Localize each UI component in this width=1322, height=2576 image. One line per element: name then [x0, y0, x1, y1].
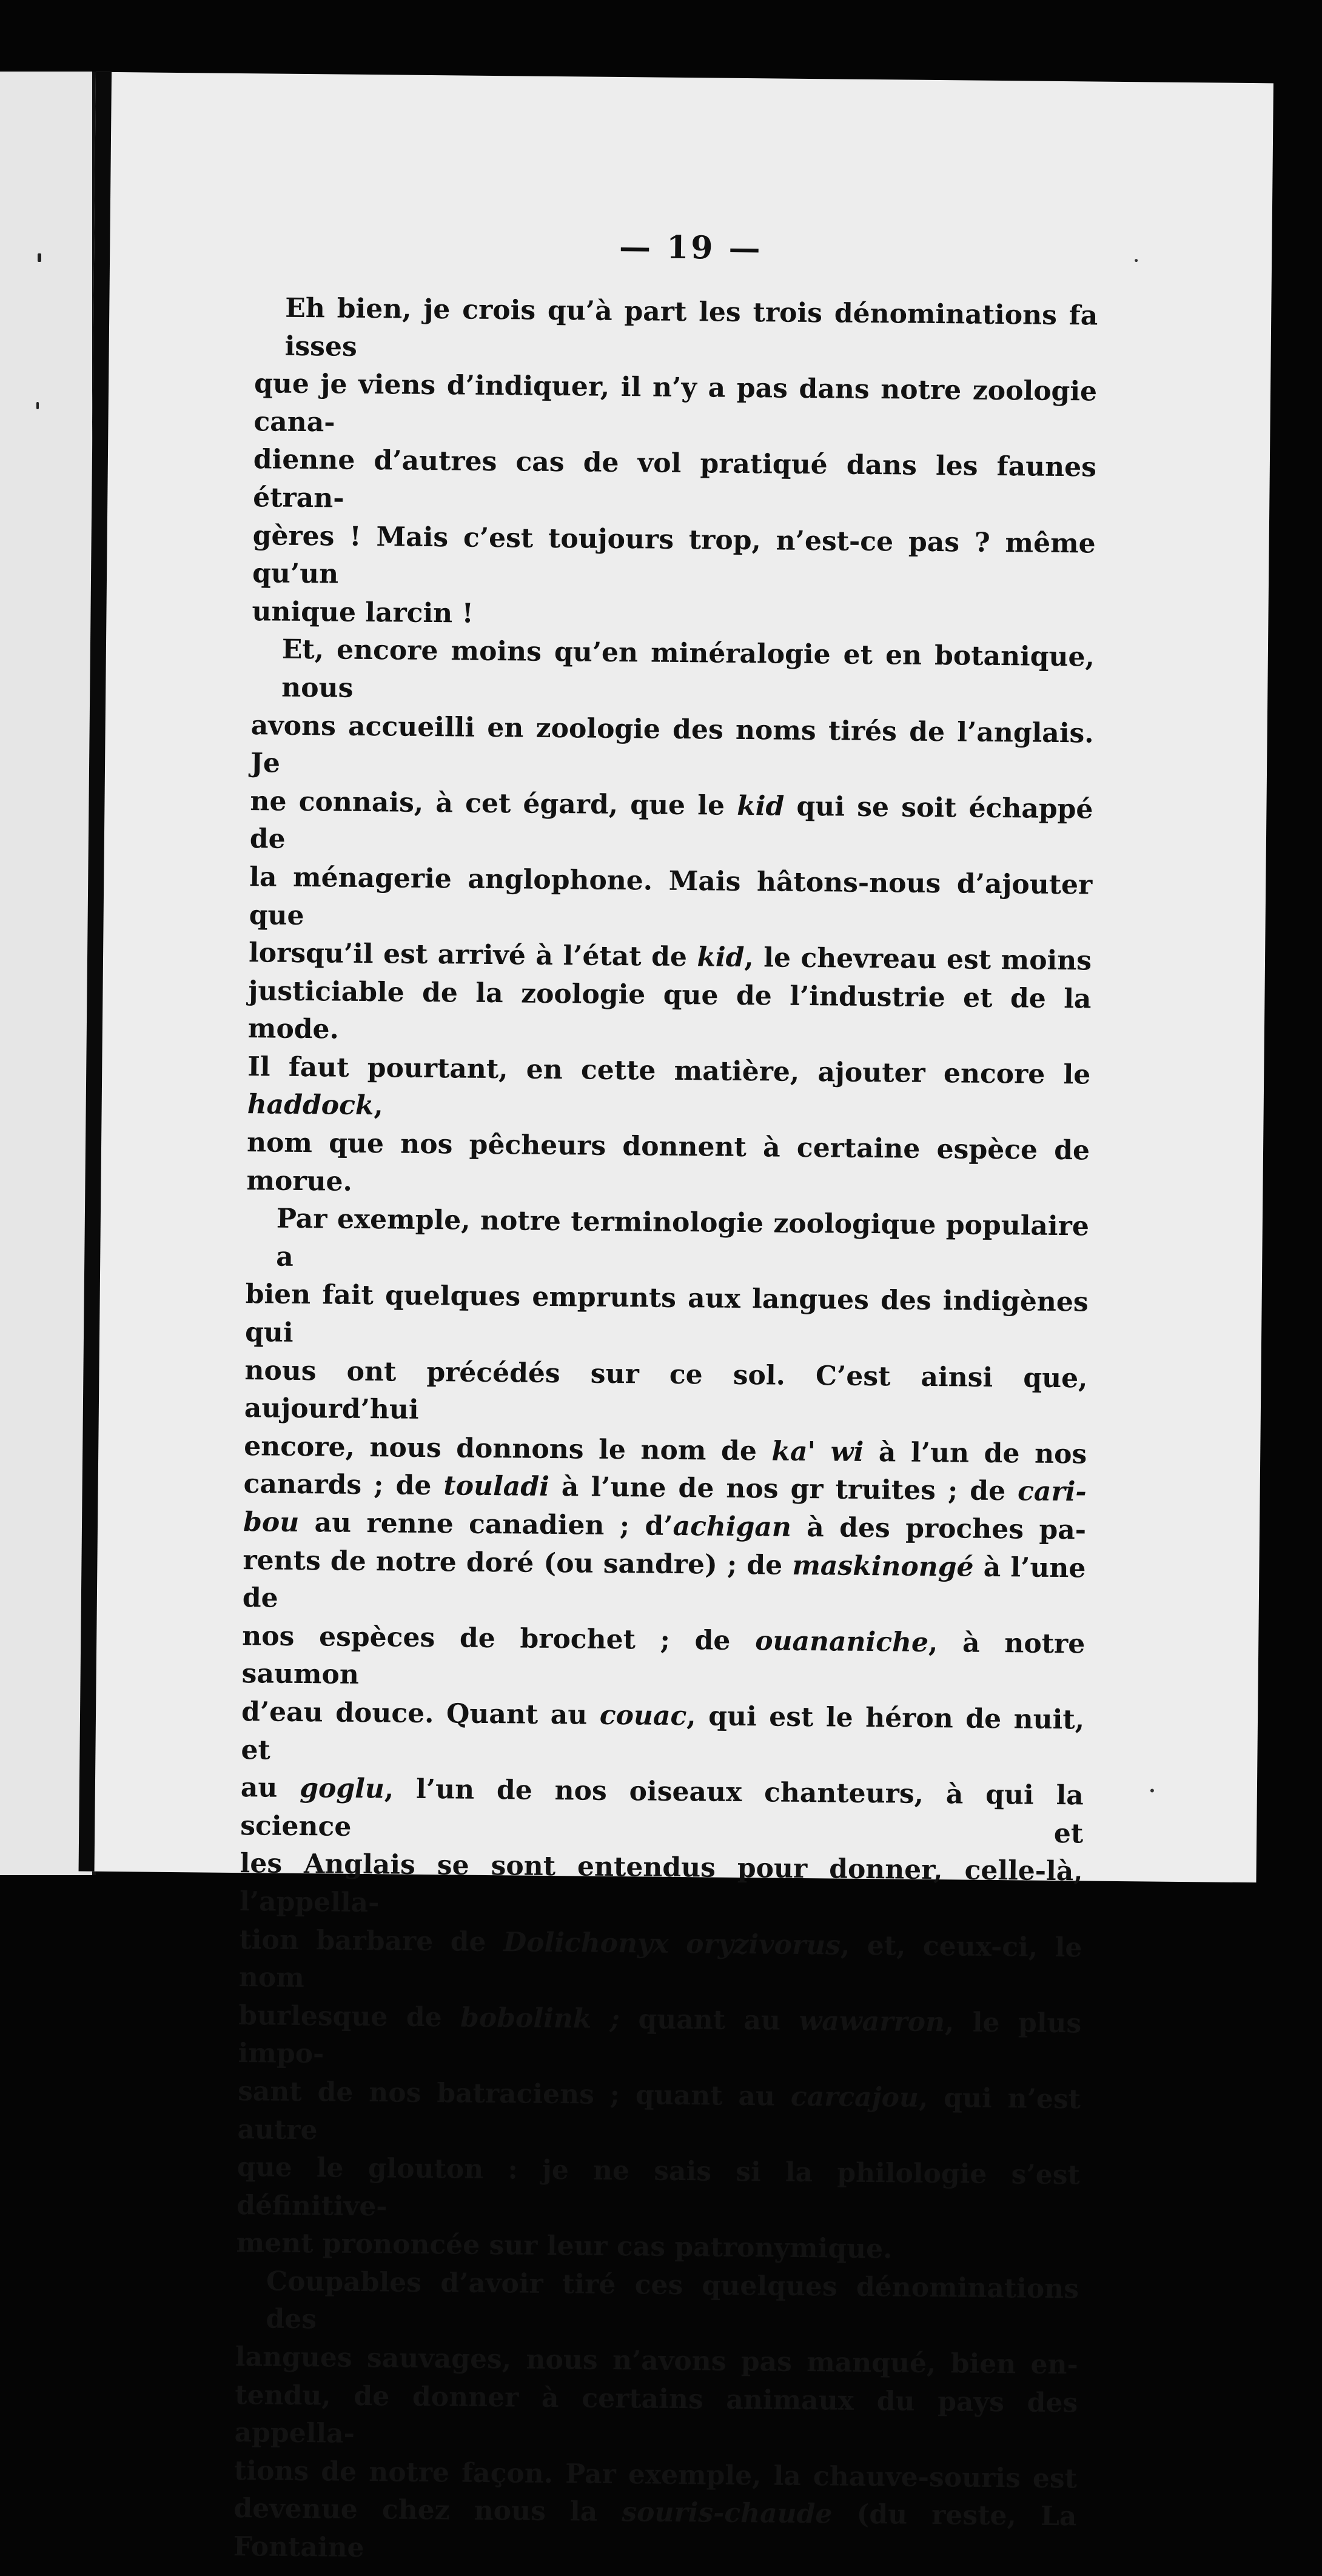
text-segment: sant de nos batraciens ; quant au [237, 2075, 791, 2112]
text-segment: à des proches pa- [791, 1511, 1087, 1546]
italic-term: couac [599, 1699, 687, 1732]
text-segment: que le glouton : je ne sais si la philologie s’est définitive- [237, 2152, 1081, 2223]
italic-term: haddock [247, 1089, 374, 1122]
italic-term: wawarron [799, 2005, 945, 2038]
italic-term: ouananiche [754, 1625, 929, 1658]
text-line [250, 707, 1094, 791]
text-segment: Par exemple, notre terminologie zoologique populaire a [276, 1203, 1090, 1273]
italic-term: carcajou [790, 2081, 919, 2113]
text-segment: devenue chez nous la [233, 2493, 622, 2528]
text-segment: au [240, 1772, 300, 1804]
text-line [235, 2263, 1079, 2347]
book-page [79, 72, 1273, 2564]
text-segment: ment prononcée sur leur cas patronymique. [236, 2227, 893, 2265]
text-line [237, 2073, 1081, 2157]
text-line [234, 2377, 1078, 2461]
text-segment: langues sauvages, nous n’avons pas manqué, bien en- [235, 2341, 1079, 2381]
text-segment: justiciable de la zoologie que de l’industrie et de la mode. [247, 975, 1092, 1045]
text-segment: , qui n’est autre [237, 2082, 1081, 2146]
text-segment: nom que nos pêcheurs donnent à certaine espèce de morue. [246, 1127, 1090, 1197]
text-segment: nous ont précédés sur ce sol. C’est ainsi que, aujourd’hui [244, 1354, 1088, 1426]
italic-term: bou [243, 1507, 300, 1539]
text-line [251, 631, 1095, 715]
text-segment: Et, encore moins qu’en minéralogie et en botanique, nous [281, 634, 1095, 704]
text-line [233, 2490, 1077, 2574]
text-segment: bien fait quelques emprunts aux langues des indigènes qui [244, 1279, 1089, 1348]
text-line [248, 972, 1092, 1057]
text-segment: tendu, de donner à certains animaux du pays des appella- [234, 2379, 1078, 2450]
text-segment: lorsqu’il est arrivé à l’état de [248, 937, 697, 973]
text-line [238, 1997, 1081, 2081]
text-line [254, 289, 1098, 373]
scan-speck [38, 253, 41, 262]
text-segment: , à notre saumon [241, 1627, 1085, 1691]
text-segment: qui se soit échappé de [249, 791, 1093, 855]
text-line [239, 1921, 1082, 2006]
text-line [241, 1693, 1084, 1778]
italic-term: kid [737, 790, 785, 822]
text-segment: nos espèces de brochet ; de [242, 1620, 756, 1657]
body-text [233, 289, 1098, 2574]
text-line [240, 1845, 1083, 1929]
text-segment: , le plus impo- [238, 2006, 1082, 2070]
text-line [247, 1048, 1090, 1132]
text-segment: d’eau douce. Quant au [241, 1696, 600, 1731]
text-segment: à l’un de nos [863, 1436, 1087, 1470]
text-segment: , [374, 1090, 383, 1122]
text-segment: encore, nous donnons le nom de [244, 1430, 772, 1467]
text-segment: ne connais, à cet égard, que le [250, 785, 737, 821]
italic-term: Dolichonyx oryzivorus [503, 1926, 841, 1961]
italic-term: achigan [673, 1510, 792, 1543]
text-line [244, 1352, 1088, 1436]
text-segment: Eh bien, je crois qu’à part les trois dénominations fa isses [284, 292, 1098, 363]
italic-term: souris-chaude [622, 2497, 833, 2530]
page-number: — 19 — [619, 228, 763, 267]
text-segment: , qui est le héron de nuit, et [241, 1701, 1085, 1766]
italic-term: goglu [300, 1773, 385, 1805]
text-segment: rents de notre doré (ou sandre) ; de [243, 1544, 793, 1581]
italic-term: ka' wi [771, 1436, 864, 1468]
text-line [249, 858, 1092, 943]
text-segment: tion barbare de [239, 1924, 504, 1958]
italic-term: maskinongé [792, 1550, 974, 1583]
text-segment: quant au [619, 2003, 799, 2036]
text-segment: (du reste, La Fontaine [233, 2498, 1077, 2564]
text-segment: au renne canadien ; d’ [298, 1507, 673, 1542]
text-line [250, 783, 1093, 867]
italic-term: touladi [443, 1470, 550, 1503]
text-segment: canards ; de [243, 1468, 444, 1502]
text-line [253, 365, 1097, 449]
text-segment: la ménagerie anglophone. Mais hâtons-nous d’ajouter que [249, 861, 1093, 931]
text-segment: à l’une de nos gr truites ; de [549, 1471, 1018, 1507]
text-segment: les Anglais se sont entendus pour donner, celle-là, l’appella- [239, 1848, 1083, 1919]
scan-speck [1150, 1789, 1154, 1793]
text-line [246, 1200, 1089, 1284]
text-segment: gères ! Mais c’est toujours trop, n’est-ce pas ? même qu’un [252, 520, 1096, 590]
text-line [237, 2149, 1080, 2233]
scan-speck [36, 402, 39, 409]
text-segment: unique larcin ! [252, 595, 474, 629]
text-segment: , l’un de nos oiseaux chanteurs, à qui la science et [240, 1773, 1084, 1850]
text-line [246, 1124, 1090, 1208]
text-segment: que je viens d’indiquer, il n’y a pas dans notre zoologie cana- [253, 368, 1098, 438]
scan-speck [1135, 259, 1138, 262]
text-segment: à l’une de [242, 1551, 1086, 1614]
text-segment: , le chevreau est moins [744, 942, 1092, 977]
text-segment: Il faut pourtant, en cette matière, ajouter encore le [247, 1051, 1091, 1091]
text-line [253, 441, 1096, 526]
text-line [240, 1769, 1084, 1853]
text-segment: tions de notre façon. Par exemple, la chauve-souris est [233, 2455, 1078, 2495]
text-segment: , et, ceux-ci, le nom [238, 1930, 1082, 1994]
text-segment: avons accueilli en zoologie des noms tirés de l’anglais. Je [250, 709, 1094, 779]
italic-term: bobolink ; [460, 2002, 620, 2035]
italic-term: cari- [1017, 1476, 1087, 1508]
italic-term: kid [697, 942, 745, 974]
text-line [243, 1542, 1086, 1626]
text-segment: Coupables d’avoir tiré ces quelques dénominations des [266, 2266, 1079, 2335]
text-line [252, 517, 1096, 601]
text-segment: dienne d’autres cas de vol pratiqué dans les faunes étran- [253, 444, 1097, 514]
text-segment: burlesque de [238, 1999, 461, 2033]
text-line [245, 1276, 1089, 1360]
text-line [241, 1618, 1085, 1702]
